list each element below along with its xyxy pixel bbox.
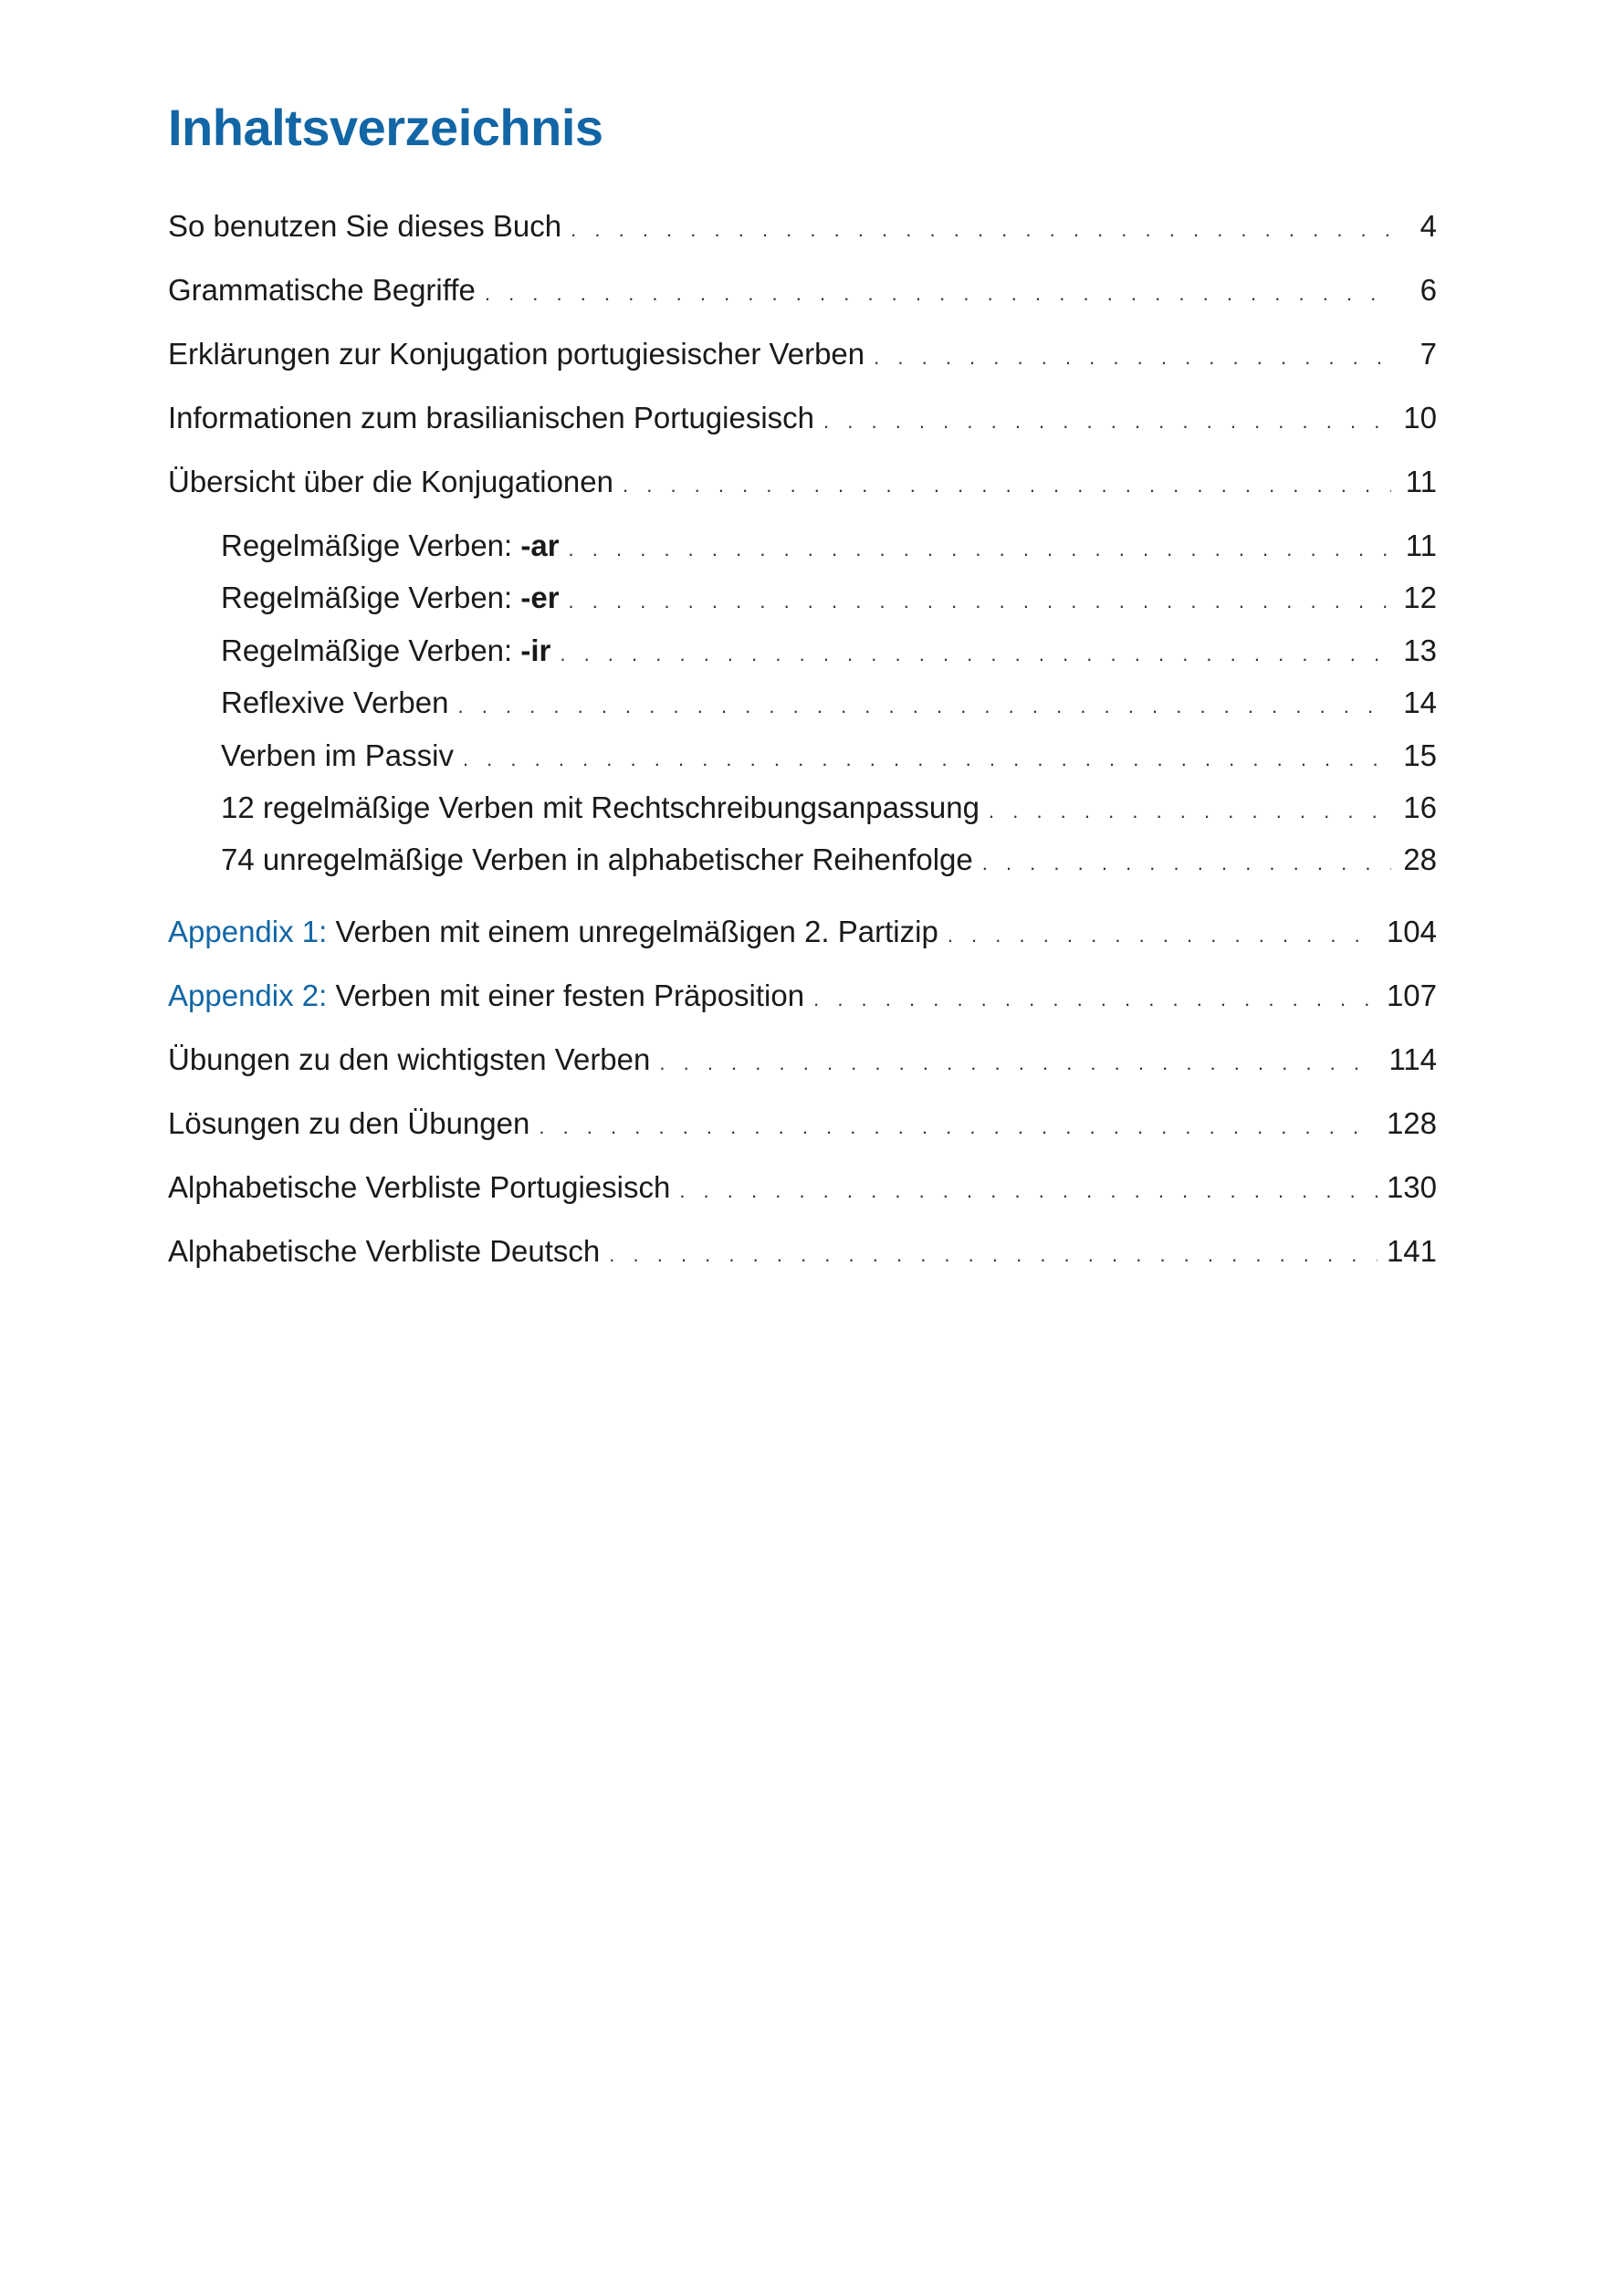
dot-leader [659,1045,1379,1082]
appendix-prefix: Appendix 2: [168,978,336,1012]
toc-appendix-entry[interactable] [168,914,1437,978]
toc-entry-page: 6 [1420,273,1437,307]
dot-leader [457,688,1391,725]
toc-entry-label: Übersicht über die Konjugationen [168,465,613,498]
toc-subentry[interactable] [168,633,1437,685]
dot-leader [539,1109,1378,1146]
toc-subentry[interactable] [168,842,1437,894]
toc-entry[interactable] [168,464,1437,528]
toc-entry-page: 130 [1386,1169,1437,1204]
dot-leader [560,636,1391,673]
toc-entry-label [168,978,804,1014]
toc-subentry-label: Verben im Passiv [221,738,454,772]
toc-entry-label: So benutzen Sie dieses Buch [168,209,562,243]
toc-subentry[interactable] [168,580,1437,632]
toc-entry-label: Übungen zu den wichtigsten Verben [168,1041,651,1076]
toc-subentry-label [221,580,560,616]
toc-subentry-label [221,528,560,564]
toc-entry-page: 10 [1403,401,1437,434]
verb-ending: -er [520,581,560,615]
toc-entry[interactable] [168,1105,1437,1169]
dot-leader [463,741,1391,778]
verb-ending: -ir [520,633,551,667]
toc-subentry-page: 15 [1403,738,1437,772]
toc-subentry[interactable] [168,738,1437,790]
dot-leader [609,1237,1378,1273]
dot-leader [569,531,1391,568]
toc-entry-label: Grammatische Begriffe [168,273,476,307]
dot-leader [813,981,1378,1018]
appendix-prefix: Appendix 1: [168,914,336,948]
toc-entry[interactable] [168,1169,1437,1233]
toc-subentry-page: 14 [1403,685,1437,720]
dot-leader [623,467,1391,504]
toc-entry[interactable] [168,208,1437,272]
dot-leader [571,212,1391,248]
toc-subentry[interactable] [168,685,1437,737]
toc-entry-page: 4 [1420,209,1437,243]
dot-leader [948,917,1378,954]
toc-entry-page: 128 [1386,1105,1437,1140]
dot-leader [485,276,1391,312]
toc-subentry-text: Regelmäßige Verben: [221,581,521,615]
toc-subentry-text: Regelmäßige Verben: [221,529,521,562]
toc-entry[interactable] [168,1233,1437,1297]
toc-subentry-label: 12 regelmäßige Verben mit Rechtschreibungsanpassung [221,790,980,824]
appendix-title: Verben mit einem unregelmäßigen 2. Partizip [335,914,938,948]
toc-subentry-page: 16 [1403,790,1437,824]
toc-entry[interactable] [168,400,1437,464]
appendix-title: Verben mit einer festen Präposition [335,978,805,1012]
toc-entry-page: 7 [1420,337,1437,371]
page-title: Inhaltsverzeichnis [168,99,603,156]
toc-entry-label [168,914,938,950]
toc-subentry-page: 13 [1403,633,1437,667]
toc-subentry[interactable] [168,528,1437,580]
toc-subentry-page: 11 [1405,529,1437,562]
dot-leader [982,845,1391,882]
verb-ending: -ar [520,529,560,562]
toc-subentry-page: 28 [1403,842,1437,877]
dot-leader [679,1173,1378,1209]
toc-subentry-label [221,633,550,669]
toc-entry-page: 114 [1388,1041,1437,1076]
toc-entry-label: Alphabetische Verbliste Portugiesisch [168,1169,671,1204]
dot-leader [569,583,1391,620]
toc-subentry-text: Regelmäßige Verben: [221,633,521,667]
toc-subentry-page: 12 [1403,581,1437,615]
toc-entry-page: 107 [1386,978,1437,1012]
toc-subentry-label: 74 unregelmäßige Verben in alphabetischer Reihenfolge [221,842,973,877]
toc-entry-page: 104 [1386,914,1437,948]
toc-entry-label: Erklärungen zur Konjugation portugiesischer Verben [168,337,865,371]
toc-subentry[interactable] [168,790,1437,842]
toc-entry[interactable] [168,336,1437,400]
dot-leader [989,793,1391,830]
toc-entry[interactable] [168,1041,1437,1105]
toc-entry-label: Alphabetische Verbliste Deutsch [168,1233,601,1268]
table-of-contents [168,208,1437,1297]
dot-leader [874,340,1391,376]
toc-entry-page: 11 [1405,465,1437,498]
toc-entry[interactable] [168,272,1437,336]
toc-appendix-entry[interactable] [168,978,1437,1041]
toc-entry-page: 141 [1386,1233,1437,1268]
toc-entry-label: Lösungen zu den Übungen [168,1105,530,1140]
toc-subentry-label: Reflexive Verben [221,685,449,720]
dot-leader [823,403,1391,440]
toc-entry-label: Informationen zum brasilianischen Portugiesisch [168,401,815,434]
